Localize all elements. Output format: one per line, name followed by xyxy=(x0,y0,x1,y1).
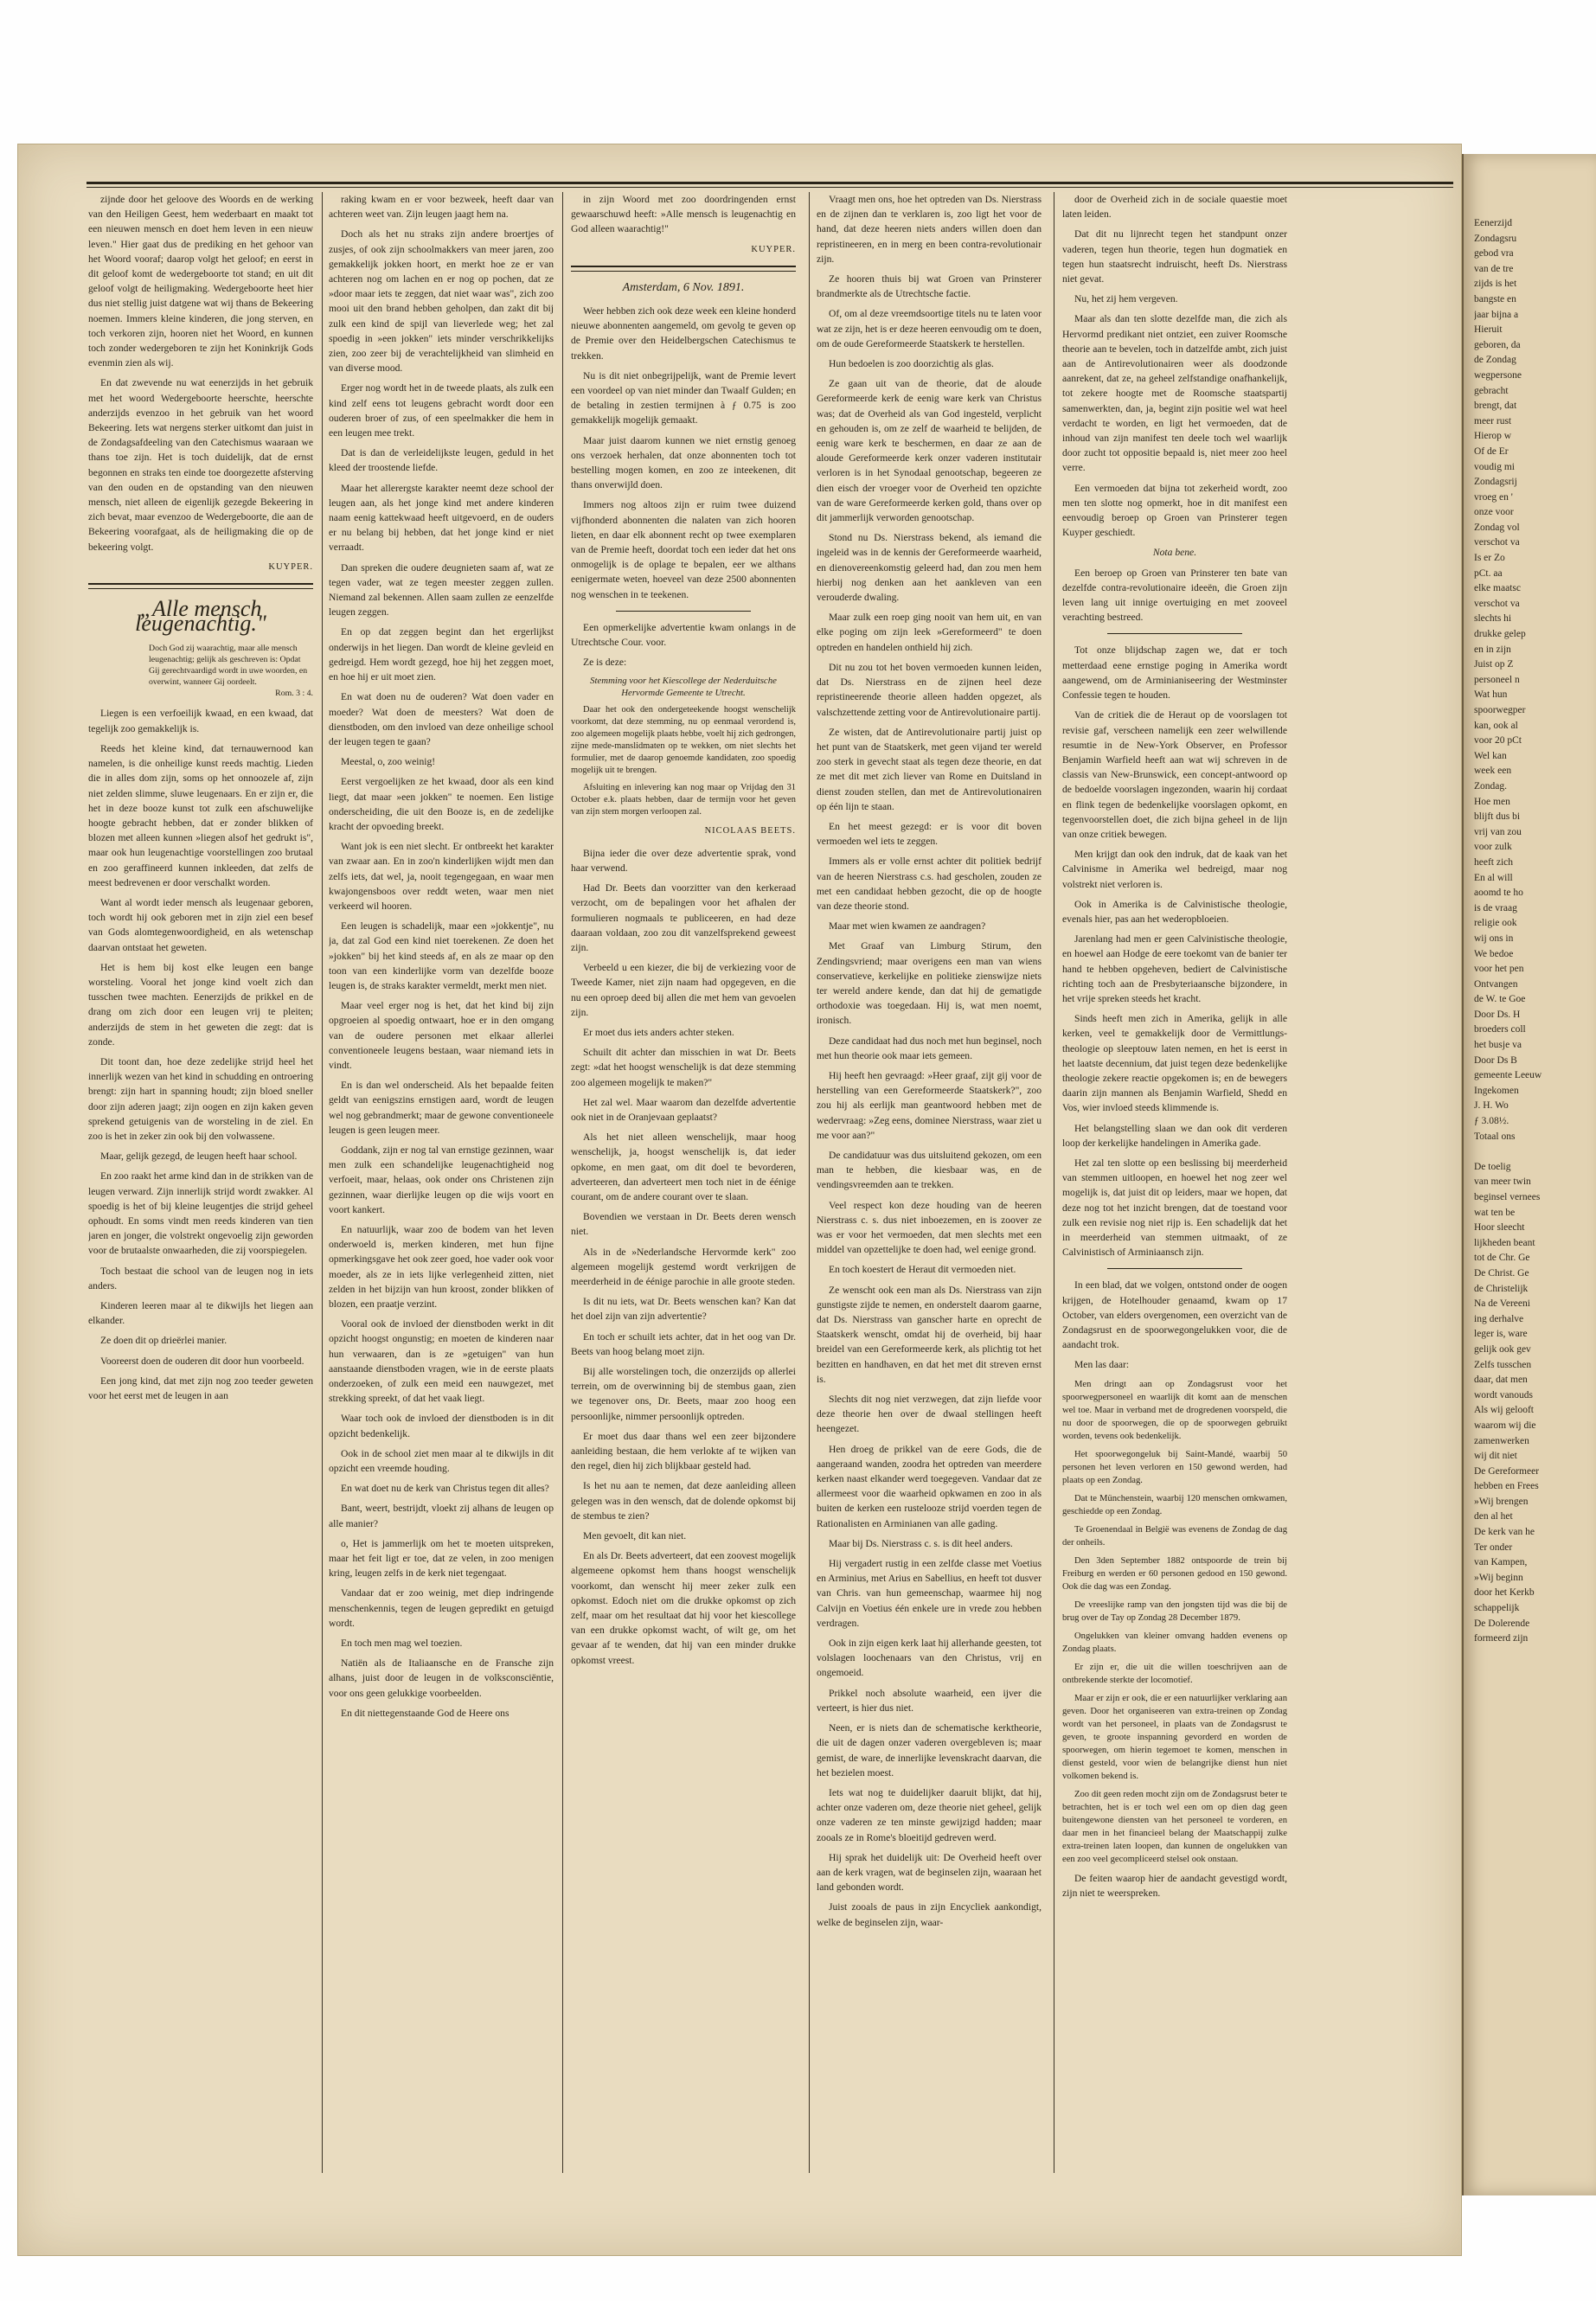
paragraph: Tot onze blijdschap zagen we, dat er toch metterdaad eene ernstige poging in Amerika wordt aangewend, om de Arminianiseering der Westminster Confessie tegen te houden. xyxy=(1062,644,1287,702)
adjacent-page-line: van Kampen, xyxy=(1474,1557,1528,1568)
paragraph: En dat zwevende nu wat eenerzijds in het gebruik met het woord Wedergeboorte heerschte, heerschte anderzijds evenzoo in het gebruik van het woord Bekeering. Iets wat nergens sterker uitkomt dan juist in de Zondagsafdeeling van den Catechismus waaraan we thans toe zijn. Het is toch duidelijk, dat de ernst begonnen en straks ten einde toe doorgezette afsterving van den ouden en de opstanding van den nieuwen mensch, niet alleen de eigenlijk gezegde Bekeering in zich bevat, maar evenzoo de Wedergeboorte, die aan de Bekeering voorafgaat, als de heiligmaking die op de bekeering volgt. xyxy=(88,377,313,553)
dateline: Amsterdam, 6 Nov. 1891. xyxy=(622,280,745,294)
paragraph: Hij heeft hen gevraagd: »Heer graaf, zijt gij voor de herstelling van een Gereformeerde Staatskerk?", zoo zou hij als eerlijk man geantwoord hebben met de wedervraag: »Zeg eens, dominee Nierstrass, waar ziet u me voor aan?" xyxy=(817,1069,1042,1141)
adjacent-page-line: gebod vra xyxy=(1474,248,1514,260)
nota-bene: Nota bene. xyxy=(1152,547,1197,559)
paragraph: De candidatuur was dus uitsluitend gekozen, om een man te hebben, die kiesbaar was, en de vendingsvreemden aan te trekken. xyxy=(817,1149,1042,1191)
adjacent-page-line: Wel kan xyxy=(1474,750,1507,761)
paragraph: Jarenlang had men er geen Calvinistische theologie, en hoewel aan Hodge de eere toekomt van de banier ter hand te hebben opgeheven, bediert de Calvinistische richting toch aan de Presbyteriaansche bijzondere, in het vrije spreken steeds het kracht. xyxy=(1062,933,1287,1004)
paragraph: Ze gaan uit van de theorie, dat de aloude Gereformeerde kerk de eenig ware kerk van Christus was; dat de Overheid als van God ingesteld, verplicht en gehouden is, om ze zelf de waarheid te belijden, de eenig ware kerk te beschermen, en daar ze aan de aloude Gereformeerde kerk onzer vaderen institutair verloren is in het Synodaal genootschap, begeeren ze dien eisch der vroeger voor de Overheid ten opzichte van de ware Gereformeerde kerken gold, thans over op dit jammerlijk verworden genootschap. xyxy=(817,378,1042,524)
adjacent-page-line: elke maatsc xyxy=(1474,583,1521,594)
paragraph: Als het niet alleen wenschelijk, maar hoog wenschelijk, ja, hoogst wenschelijk is, dat ieder opkome, en men gaat, om dit doel te bevorderen, adverteeren, dan adverteert men toch niet in de éénige courant, om de andere courant over te slaan. xyxy=(571,1131,796,1202)
paragraph: Den 3den September 1882 ontspoorde de trein bij Freiburg en werden er 60 personen gedood en 150 gewond. Ook die dag was een Zondag. xyxy=(1062,1555,1287,1592)
paragraph: Het is hem bij kost elke leugen een bange worsteling. Vooral het jonge kind voelt zich dan tusschen twee machten. Eenerzijds de prikkel en de drang om zich door een leugen vrij te pleiten; anderzijds de stem in het geweten die zegt: dat is zonde. xyxy=(88,961,313,1048)
paragraph: Deze candidaat had dus noch met hun beginsel, noch met hun theorie ook maar iets gemeen. xyxy=(817,1035,1042,1061)
adjacent-page-line: personeel n xyxy=(1474,674,1520,685)
paragraph: Is dit nu iets, wat Dr. Beets wenschen kan? Kan dat het doel zijn van zijn advertentie? xyxy=(571,1296,796,1323)
top-rule-thin xyxy=(87,187,1453,188)
paragraph: Slechts dit nog niet verzwegen, dat zijn liefde voor deze theorie hen over de dwaal stellingen heeft heengezet. xyxy=(817,1394,1042,1435)
adjacent-page-line: Hoe men xyxy=(1474,796,1510,807)
paragraph: Kinderen leeren maar al te dikwijls het liegen aan elkander. xyxy=(88,1300,313,1327)
paragraph: En dit niettegenstaande God de Heere ons xyxy=(341,1707,510,1719)
paragraph: Ongelukken van kleiner omvang hadden evenens op Zondag plaats. xyxy=(1062,1631,1287,1654)
adjacent-page-line: waarom wij die xyxy=(1474,1420,1536,1431)
paragraph: Toch bestaat die school van de leugen nog in iets anders. xyxy=(88,1265,313,1292)
adjacent-page-line: Ter onder xyxy=(1474,1541,1513,1553)
adjacent-page-line: blijft dus bi xyxy=(1474,811,1521,823)
paragraph: o, Het is jammerlijk om het te moeten uitspreken, maar het feit ligt er toe, dat ze velen, in zoo menigen kring, leugen zelfs in de kerk niet tegengaat. xyxy=(329,1537,554,1580)
adjacent-page-line: aoomd te ho xyxy=(1474,888,1523,899)
paragraph: En wat doen nu de ouderen? Wat doen vader en moeder? Wat doen de meesters? Wat doen de dienstboden, om den invloed van deze onheilige school der leugen tegen te gaan? xyxy=(329,691,554,747)
paragraph: Met Graaf van Limburg Stirum, den Zendingsvriend; maar overigens een man van wiens conservatieve, kerkelijke en politieke zienswijze niets ter wereld andere kende, dan dat hij de gematigde orthodoxie was toegedaan. Hij is, wat men noemt, ironisch. xyxy=(817,940,1042,1027)
paragraph: Het spoorwegongeluk bij Saint-Mandé, waarbij 50 personen het leven verloren en 150 gewond werden, had plaats op een Zondag. xyxy=(1062,1449,1287,1485)
adjacent-page-line: zijds is het xyxy=(1474,279,1517,290)
paragraph: En toch koestert de Heraut dit vermoeden niet. xyxy=(829,1264,1016,1276)
adjacent-page-line: wij dit niet xyxy=(1474,1451,1517,1462)
adjacent-page-line: jaar bijna a xyxy=(1474,309,1519,320)
paragraph: Ze hooren thuis bij wat Groen van Prinsterer brandmerkte als de Utrechtsche factie. xyxy=(817,273,1042,300)
paragraph: De feiten waarop hier de aandacht gevestigd wordt, zijn niet te weerspreken. xyxy=(1062,1872,1287,1899)
paragraph: Reeds het kleine kind, dat ternauwernood kan namelen, is die onheilige kunst reeds machtig. Lieden die in alles dom zijn, soms op het onnoozele af, zijn niet zelden slimme, sluwe leugenaars. En er zijn er, die het in deze booze kunst tot zulk een afschuwelijke hoogte gebracht hebben, dat er zonder blikken of blozen met alleen kunnen »liegen alsof het gedrukt is", maar ook hun leugenachtige voorstellingen zoo brutaal en zoo geraffineerd kunnen inkleeden, dat zelfs de meest bedrevenen er door verschalkt worden. xyxy=(88,742,313,888)
adjacent-page-line: voor zulk xyxy=(1474,842,1512,853)
paragraph: Ze is deze: xyxy=(583,657,627,669)
adjacent-page-line: zamenwerken xyxy=(1474,1435,1529,1446)
adjacent-page-line: J. H. Wo xyxy=(1474,1100,1509,1112)
paragraph: En op dat zeggen begint dan het ergerlijkst onderwijs in het liegen. Dan wordt de kleine gevleid en gedreigd. Hem wordt gezegd, hoe hij het zeggen moet, en hoe hij er uit moet zien. xyxy=(329,626,554,683)
paragraph: In een blad, dat we volgen, ontstond onder de oogen krijgen, de Hotelhouder genaamd, kwam op 17 October, van elders overgenomen, een overzicht van de Zondagsrust en de spoorwegongelukken voor, die de aandacht trok. xyxy=(1062,1279,1287,1351)
paragraph: Veel respect kon deze houding van de heeren Nierstrass c. s. dus niet inboezemen, en is zoover ze was er voor het vermoeden, dat men slechts met een middel van opzettelijke te doen had, wel eenige grond. xyxy=(817,1199,1042,1256)
adjacent-page-line: daar, dat men xyxy=(1474,1375,1528,1386)
paragraph: Dat dit nu lijnrecht tegen het standpunt onzer vaderen, tegen hun theorie, tegen hun dogmatiek en tegen hun staatsrecht indruischt, heeft Ds. Nierstrass niet gevat. xyxy=(1062,228,1287,285)
column-5 xyxy=(1062,192,1287,2173)
paragraph: De vreeslijke ramp van den jongsten tijd was die bij de brug over de Tay op Zondag 28 December 1879. xyxy=(1062,1599,1287,1623)
paragraph: Maar zulk een roep ging nooit van hem uit, en van elke poging om zijn leek »Gereformeerd" te doen optreden en handelen onthield hij zich. xyxy=(817,612,1042,653)
adjacent-page-line: tot de Chr. Ge xyxy=(1474,1253,1530,1264)
adjacent-page-line: De Gereformeer xyxy=(1474,1465,1540,1477)
adjacent-page-line: wat ten be xyxy=(1474,1207,1516,1218)
paragraph: Juist zooals de paus in zijn Encycliek aankondigt, welke de beginselen zijn, waar- xyxy=(817,1901,1042,1928)
adjacent-page-text xyxy=(1474,216,1595,1647)
adjacent-page-line: wegpersone xyxy=(1474,369,1522,381)
paragraph: En als Dr. Beets adverteert, dat een zoovest mogelijk algemeene opkomst hem thans hoogst wenschelijk voorkomt, dan wenscht hij meer zeker zulk een opkomst. Edoch niet om die drukke opkomst op zich zelf, maar om het resultaat dat hij voor het kiescollege van een drukke opkomst wacht, of wilt ge, om het gevaar af te wenden, dat hij van een minder drukke opkomst vreest. xyxy=(571,1550,796,1666)
section-divider xyxy=(88,583,313,589)
paragraph: Weer hebben zich ook deze week een kleine honderd nieuwe abonnenten aangemeld, om gevolg te geven op de Premie over den Heidelbergschen Catechismus te trekken. xyxy=(571,305,796,362)
paragraph: Het zal wel. Maar waarom dan dezelfde advertentie ook niet in de Oranjevaan geplaatst? xyxy=(571,1096,796,1123)
divider xyxy=(1107,633,1242,634)
paragraph: Verbeeld u een kiezer, die bij de verkiezing voor de Tweede Kamer, niet zijn naam had opgegeven, en die nu een oproep deed bij allen die met hem van gevoelen zijn. xyxy=(571,962,796,1018)
paragraph: Bovendien we verstaan in Dr. Beets deren wensch niet. xyxy=(571,1211,796,1238)
paragraph: Hij vergadert rustig in een zelfde classe met Voetius en Arminius, met Arius en Sabellius, en heeft tot dusver van Chris. van hun gemeenschap, waarmee hij nog Calvijn en Voetius één enkele ure in vrede zou hebben verdragen. xyxy=(817,1558,1042,1629)
adjacent-page-line: broeders coll xyxy=(1474,1024,1526,1035)
paragraph: Sinds heeft men zich in Amerika, gelijk in alle kerken, veel te gemakkelijk door de Vermittlungs-theologie op sleeptouw laten nemen, en het is eerst in het laatste decennium, dat juist tegen deze bedenkelijke theologie zekere reactie opgekomen is; en de bewegers daarin zijn mannen als Benjamin Warfield, Shedd en Vos, wier invloed steeds klimmende is. xyxy=(1062,1013,1287,1114)
adjacent-page-line: den al het xyxy=(1474,1511,1513,1522)
section-divider xyxy=(571,266,796,272)
paragraph: Vooreerst doen de ouderen dit door hun voorbeeld. xyxy=(100,1355,304,1367)
paragraph: in zijn Woord met zoo doordringenden ernst gewaarschuwd heeft: »Alle mensch is leugenachtig en God alleen waarachtig!" xyxy=(571,194,796,235)
column-rule xyxy=(322,192,323,2173)
adjacent-page-line: En al will xyxy=(1474,872,1513,883)
adjacent-page-line: Als wij gelooft xyxy=(1474,1405,1534,1416)
paragraph: Eerst vergoelijken ze het kwaad, door als een kind liegt, dat maar »een jokken" te noemen. Een listige onderscheiding, die uit den Booze is, en de zedelijke kracht der opvoeding breekt. xyxy=(329,776,554,832)
adjacent-page-line: »Wij beginn xyxy=(1474,1572,1523,1583)
adjacent-page-line: week een xyxy=(1474,766,1512,777)
paragraph: Natiën als de Italiaansche en de Fransche zijn alhans, juist door de leugen in de volksconsciëntie, voor ons geen gelukkige voorbeelden. xyxy=(329,1657,554,1699)
paragraph: Maar, gelijk gezegd, de leugen heeft haar school. xyxy=(100,1150,298,1163)
paragraph: raking kwam en er voor bezweek, heeft daar van achteren weet van. Zijn leugen jaagt hem na. xyxy=(329,194,554,221)
adjacent-page-line: pCt. aa xyxy=(1474,567,1503,579)
paragraph: Meestal, o, zoo weinig! xyxy=(341,756,436,768)
adjacent-page-line: heeft zich xyxy=(1474,856,1514,868)
paragraph: En het meest gezegd: er is voor dit boven vermoeden wel iets te zeggen. xyxy=(817,820,1042,848)
adjacent-page-line: hebben en Frees xyxy=(1474,1481,1539,1492)
paragraph: Erger nog wordt het in de tweede plaats, als zulk een kind zelf eens tot leugens gebracht wordt door een ouderen broer of zus, of een speelmakker die hem in een leugen mee trekt. xyxy=(329,382,554,439)
adjacent-page-line: kan, ook al xyxy=(1474,720,1518,731)
paragraph: Schuilt dit achter dan misschien in wat Dr. Beets zegt: »dat het hoogst wenschelijk is dat deze stemming zoo algemeen mogelijk te maken?" xyxy=(571,1047,796,1088)
author-signature: KUYPER. xyxy=(751,244,796,254)
paragraph: Er moet dus daar thans wel een zeer bijzondere aanleiding bestaan, die hem verlokte af te wijken van den regel, dien hij zich blijkbaar gesteld had. xyxy=(571,1430,796,1472)
paragraph: Dat is dan de verleidelijkste leugen, geduld in het kleed der troostende liefde. xyxy=(329,447,554,474)
paragraph: Goddank, zijn er nog tal van ernstige gezinnen, waar men zulk een schandelijke leugenachtigheid nog verfoeit, maar, helaas, ook onder ons Christenen zijn gezinnen, waar dierlijke leugen op die wijs voort en voort kankert. xyxy=(329,1144,554,1215)
paragraph: Bijna ieder die over deze advertentie sprak, vond haar verwend. xyxy=(571,847,796,874)
paragraph: En is dan wel onderscheid. Als het bepaalde feiten geldt van eenigszins ernstigen aard, wordt de leugen wel nog gebrandmerkt; maar de gewone conventioneele leugen is geen leugen meer. xyxy=(329,1080,554,1136)
paragraph: Hij sprak het duidelijk uit: De Overheid heeft over aan de kerk vragen, wat de beginselen zijn, waaraan het land gebonden wordt. xyxy=(817,1851,1042,1894)
paragraph: Of, om al deze vreemdsoortige titels nu te laten voor wat ze zijn, het is er deze heeren eenvoudig om te doen, om de oude Gereformeerde Staatskerk te herstellen. xyxy=(817,308,1042,349)
paragraph: Ze doen dit op drieërlei manier. xyxy=(100,1335,228,1347)
paragraph: En toch er schuilt iets achter, dat in het oog van Dr. Beets van hoog belang moet zijn. xyxy=(571,1330,796,1357)
paragraph: Nu is dit niet onbegrijpelijk, want de Premie levert een voordeel op van niet minder dan Twaalf Gulden; en de betaling in zestien termijnen à ƒ 0.75 is zoo gemakkelijk mogelijk gemaakt. xyxy=(571,369,796,426)
paragraph: Vandaar dat er zoo weinig, met diep indringende menschenkennis, tegen de leugen gepredikt en getuigd wordt. xyxy=(329,1587,554,1629)
paragraph: Immers nog altoos zijn er ruim twee duizend vijfhonderd abonnenten die nalaten van zich hooren lieten, en daar elk abonnent recht op twee exemplaren van de Premie heeft, doordat toch een ieder dat het ons onmogelijk is de oplage te bepalen, eer we althans eenigermate weten, hoeveel van deze 2500 abonnenten nog wenschen in te teekenen. xyxy=(571,499,796,600)
paragraph: Vooral ook de invloed der dienstboden werkt in dit opzicht hoogst ongunstig; en moeten de kinderen naar hun verwaaren, dan is ze »getuigen" van hun aanstaande dienstboden vragen, wie in de eerste plaats onderzoeken, of zulk een meid een nauwgezet, met strekking spreekt, of dat het vaak liegt. xyxy=(329,1318,554,1405)
adjacent-page-line: door het Kerkb xyxy=(1474,1587,1535,1599)
scripture-quote: Doch God zij waarachtig, maar alle mensch leugenachtig; gelijk als geschreven is: Opdat Gij gerechtvaardigd wordt in uwe woorden, en overwint, wanneer Gij oordeelt. Rom. 3 : 4. xyxy=(149,644,313,699)
paragraph: door de Overheid zich in de sociale quaestie moet laten leiden. xyxy=(1062,194,1287,221)
adjacent-page-line: schappelijk xyxy=(1474,1603,1520,1614)
paragraph: Het belangstelling slaan we dan ook dit verderen loop der kerkelijke handelingen in Amerika gade. xyxy=(1062,1122,1287,1149)
adjacent-page-line: bangste en xyxy=(1474,293,1516,304)
paragraph: Dit nu zou tot het boven vermoeden kunnen leiden, dat Ds. Nierstrass en de zijnen heel deze repristineerende theorie alleen hadden opgezet, als valschzettende zetting voor de Antirevolutionaire partij. xyxy=(817,661,1042,718)
adjacent-page-line: We bedoe xyxy=(1474,948,1514,959)
adjacent-page-line: onze voor xyxy=(1474,507,1514,518)
paragraph: Men gevoelt, dit kan niet. xyxy=(583,1530,687,1542)
adjacent-page-line: Hieruit xyxy=(1474,324,1503,336)
paragraph: Zoo dit geen reden mocht zijn om de Zondagsrust beter te betrachten, het is er toch wel een om op dien dag geen buitengewone diensten van het personeel te vorderen, en daar men in het financieel belang der Maatschappij zulke extra-treinen laten loopen, dan kunnen de ongelukken van een zoo veel gecompliceerd stelsel ook onstaan. xyxy=(1062,1789,1287,1864)
paragraph: Er moet dus iets anders achter steken. xyxy=(583,1026,734,1038)
adjacent-page-line: wij ons in xyxy=(1474,933,1514,944)
adjacent-page-line: Ontvangen xyxy=(1474,978,1518,990)
adjacent-page-line: is de vraag xyxy=(1474,902,1517,913)
adjacent-page-line: gemeente Leeuw xyxy=(1474,1070,1542,1081)
paragraph: Maar juist daarom kunnen we niet ernstig genoeg ons verzoek herhalen, dat onze abonnenten toch tot bestelling mogen komen, en zoo ze inteekenen, dit thans onverwijld doen. xyxy=(571,434,796,491)
paragraph: Een vermoeden dat bijna tot zekerheid wordt, zoo men ten slotte nog opmerkt, hoe in dit manifest een eenvoudig beroep op Groen van Prinsterer tegen Kuyper geschiedt. xyxy=(1062,482,1287,539)
adjacent-page-line: formeerd zijn xyxy=(1474,1633,1529,1644)
paragraph: Ook in de school ziet men maar al te dikwijls in dit opzicht een vreemde houding. xyxy=(329,1447,554,1475)
adjacent-page-line: ing derhalve xyxy=(1474,1313,1524,1324)
adjacent-page-line: van de tre xyxy=(1474,263,1514,274)
paragraph: Daar het ook den ondergeteekende hoogst wenschelijk voorkomt, dat deze stemming, nu op eenmaal verordend is, zoo algemeen mogelijk plaats hebbe, voelt hij zich gedrongen, zijne mede-manslidmaten op te wekken, om niet slechts het formulier, met de daarop genoemde kandidaten, zoo spoedig mogelijk uit te brengen. xyxy=(571,705,796,776)
paragraph: Had Dr. Beets dan voorzitter van den kerkeraad verzocht, om de bepalingen voor het afhalen der formulieren nogmaals te publiceeren, en had deze daaraan voldaan, zoo zou dit vanzelfsprekend geweest zijn. xyxy=(571,882,796,953)
adjacent-page-line: gebracht xyxy=(1474,385,1509,396)
adjacent-page-line: de Christelijk xyxy=(1474,1283,1529,1294)
adjacent-page-line: de W. te Goe xyxy=(1474,994,1526,1005)
adjacent-page-line: de Zondag xyxy=(1474,355,1516,366)
advertisement-heading: Stemming voor het Kiescollege der Nederduitsche Hervormde Gemeente te Utrecht. xyxy=(590,676,777,699)
adjacent-page-line: Eenerzijd xyxy=(1474,218,1513,228)
paragraph: Waar toch ook de invloed der dienstboden is in dit opzicht bedenkelijk. xyxy=(329,1413,554,1439)
adjacent-page-line: Door Ds. H xyxy=(1474,1009,1521,1020)
paragraph: Dit toont dan, hoe deze zedelijke strijd heel het innerlijk wezen van het kind in schudding en ontroering brengt: zijn hart in spanning houdt; zijn bloed sneller door zijn aderen jaagt; zijn oogen en zijn kaken geven sprekend getuigenis van de worsteling in de ziel. En zoo is het in zeker zin ook bij den volwassene. xyxy=(88,1055,313,1142)
column-rule xyxy=(562,192,563,2173)
paragraph: Prikkel noch absolute waarheid, een ijver die verteert, is hier dus niet. xyxy=(817,1687,1042,1714)
paragraph: Het zal ten slotte op een beslissing bij meerderheid van stemmen uitloopen, en hoewel het nog zeer wel mogelijk is, dat juist dit op leiders, maar we hopen, dat deze nog tot het inzicht brengen, dat de toestand voor zulk een revisie nog niet rijp is. Een schadelijk dat het in meerderheid van stemmen uitmaakt, of ze Calvinistisch of Arminiaansch zijn. xyxy=(1062,1157,1287,1259)
adjacent-page-line: drukke gelep xyxy=(1474,629,1526,640)
adjacent-page-line: slechts hi xyxy=(1474,613,1512,625)
adjacent-page-line: brengt, dat xyxy=(1474,401,1517,412)
divider xyxy=(1107,1268,1242,1269)
paragraph: Stond nu Ds. Nierstrass bekend, als iemand die ingeleid was in de kennis der Gereformeerde waarheid, en dienovereenkomstig geleerd had, dan zou men hem hierbij nog denken aan het aankleven van een verouderde dwaling. xyxy=(817,532,1042,604)
paragraph: Iets wat nog te duidelijker daaruit blijkt, dat hij, achter onze vaderen om, deze theorie niet geheel, gelijk onze vaderen ze ten minste gewijzigd hadden; maar zooals ze in Rome's bloeitijd gedreven werd. xyxy=(817,1786,1042,1843)
adjacent-page-line: vroeg en ' xyxy=(1474,491,1513,503)
column-rule xyxy=(809,192,810,2173)
paragraph: Liegen is een verfoeilijk kwaad, en een kwaad, dat tegelijk zoo gemakkelijk is. xyxy=(88,708,313,734)
paragraph: Want jok is een niet slecht. Er ontbreekt het karakter van zwaar aan. En in zoo'n kinderlijken wijdt men dan zelfs iets, dat wel, ja, nooit tegengegaan, en waar men kwajongensboos over reddt weten, waar men niet verkeerd wil hooren. xyxy=(329,841,554,912)
paragraph: Van de critiek die de Heraut op de voorslagen tot revisie gaf, verscheen namelijk een zeer welwillende resumtie in de New-York Observer, en Professor Benjamin Warfield heeft aan wat wij schreven in de classis van New-Brunswick, een concept-antwoord op de bedoelde voorslagen ingezonden, waarin hij cordaat en flink tegen de bedenkelijke voorslagen opkomt, en tegenvoorstellen doet, die zich bijna geheel in de lijn van onze critiek bewegen. xyxy=(1062,709,1287,840)
paragraph: Hen droeg de prikkel van de eere Gods, die de aangeraand wanden, zoodra het optreden van meerdere kerken naast elkander werd toegegeven. Vandaar dat ze allermeest voor die waarheid opkwamen en zoo in als buiten de kerken een rustelooze strijd voerden tegen de Rationalisten en Arminianen van alle gading. xyxy=(817,1443,1042,1529)
adjacent-page-line: De kerk van he xyxy=(1474,1527,1535,1538)
adjacent-page-line: Zondag vol xyxy=(1474,522,1520,533)
top-rule xyxy=(87,182,1453,184)
adjacent-page-edge xyxy=(1462,154,1596,2195)
article-heading: „Alle mensch leugenachtig." xyxy=(135,596,266,637)
adjacent-page-line: Zondagsru xyxy=(1474,233,1517,244)
adjacent-page-line: Door Ds B xyxy=(1474,1054,1517,1066)
paragraph: Ook in zijn eigen kerk laat hij allerhande geesten, tot volslagen loochenaars van den Christus, vrij en ongemoeid. xyxy=(817,1638,1042,1679)
adjacent-page-line: wordt vanouds xyxy=(1474,1389,1534,1400)
adjacent-page-line: het busje va xyxy=(1474,1040,1522,1051)
paragraph: Ze wisten, dat de Antirevolutionaire partij juist op het punt van de Staatskerk, met geen vijand ter wereld zoo sterk in gevecht staat als tegen deze theorie, en dat ze met dit met zich liever van Rome en Duitsland in dienst zouden stellen, dan met de Antirevolutionairen op één lijn te staan. xyxy=(817,726,1042,812)
column-4 xyxy=(817,192,1042,2173)
author-signature: KUYPER. xyxy=(268,561,313,572)
adjacent-page-line: religie ook xyxy=(1474,918,1517,929)
column-3 xyxy=(571,192,796,2173)
paragraph: Maar bij Ds. Nierstrass c. s. is dit heel anders. xyxy=(829,1537,1013,1549)
adjacent-page-line xyxy=(1474,1144,1595,1160)
paragraph: Vraagt men ons, hoe het optreden van Ds. Nierstrass en de zijnen dan te verklaren is, zoo ligt het voor de hand, dat deze heeren niets anders willen doen dan repristineeren, en in merg en been contra-revolutionair zijn. xyxy=(817,194,1042,265)
adjacent-page-line: De Dolerende xyxy=(1474,1618,1530,1629)
column-1 xyxy=(88,192,313,2173)
paragraph: Is het nu aan te nemen, dat deze aanleiding alleen gelegen was in den wensch, dat de dolende opkomst bij de stembus te zien? xyxy=(571,1480,796,1522)
divider xyxy=(616,611,751,612)
paragraph: En wat doet nu de kerk van Christus tegen dit alles? xyxy=(341,1483,549,1495)
paragraph: Doch als het nu straks zijn andere broertjes of zusjes, of ook zijn schoolmakkers van meer jaren, zoo gemakkelijk jokken hoort, en merkt hoe ze er van achteren nog om lachen en er nog op pochen, dat ze »door maar iets te zeggen, dat niet waar was", zich zoo mooi uit den brand hebben geholpen, dan zakt dit bij zulk een kind de spijl van lieverlede weg; het zal spoedig in »een jokken" iets minder verschrikkelijks zien, zoo zeer bij de verachtelijkheid van slimheid en van diverse mood. xyxy=(329,228,554,375)
paragraph: Nu, het zij hem vergeven. xyxy=(1074,293,1178,305)
paragraph: Dan spreken die oudere deugnieten saam af, wat ze tegen vader, wat ze tegen meester zeggen zullen. Niemand zal bekennen. Allen saam zullen ze eenzelfde leugen zeggen. xyxy=(329,561,554,619)
adjacent-page-line: Of de Er xyxy=(1474,445,1509,457)
paragraph: Bij alle worstelingen toch, die onzerzijds op allerlei terrein, om de overwinning bij de stembus gaan, zien we tegenover ons, Dr. Beets, maar zoo hoog een persoonlijke, nimmer persoonlijk optreden. xyxy=(571,1365,796,1422)
paragraph: En natuurlijk, waar zoo de bodem van het leven onderwoeld is, merken kinderen, met hun fijne opmerkingsgave het ook zeer goed, hoe vader ook voor moeder, als ze in iets lijke verlegenheid zitten, niet zelden in het bijzijn van hun kroost, zonder blikken of blozen, een praatje verzint. xyxy=(329,1224,554,1311)
adjacent-page-line: en in zijn xyxy=(1474,644,1511,655)
adjacent-page-line: Totaal ons xyxy=(1474,1131,1516,1142)
paragraph: Neen, er is niets dan de schematische kerktheorie, die uit de dagen onzer vaderen overgebleven is; maar gemist, de ware, de innerlijke levenskracht daarvan, die het bezielen moest. xyxy=(817,1722,1042,1779)
adjacent-page-line: leger is, ware xyxy=(1474,1329,1528,1340)
advertisement-signature: NICOLAAS BEETS. xyxy=(704,826,796,836)
adjacent-page-line: Zondag. xyxy=(1474,780,1508,792)
paragraph: Want al wordt ieder mensch als leugenaar geboren, toch wordt hij ook geboren met in zijn ziel een besef van Gods alomtegenwoordigheid, en als wetenschap daarvan ontstaat het geweten. xyxy=(88,896,313,953)
adjacent-page-line: Zelfs tusschen xyxy=(1474,1359,1532,1370)
adjacent-page-line: Zondagsrij xyxy=(1474,477,1517,488)
adjacent-page-line: van meer twin xyxy=(1474,1176,1531,1188)
paragraph: En toch men mag wel toezien. xyxy=(341,1638,463,1650)
paragraph: Men krijgt dan ook den indruk, dat de kaak van het Calvinisme in Amerika wel bedreigd, maar nog volstrekt niet verloren is. xyxy=(1062,849,1287,890)
adjacent-page-line: verschot va xyxy=(1474,537,1520,548)
paragraph: Ze wenscht ook een man als Ds. Nierstrass van zijn gunstigste zijde te nemen, en onderstelt daarom gaarne, dat Ds. Nierstrass van ganscher harte en oprecht de Staatskerk wenscht, omdat hij de overheid, bij haar breidel van een Gereformeerde kerk, als plichtig tot het bezitten en handhaven, en dat het met dit streven ernst is. xyxy=(817,1284,1042,1385)
paragraph: zijnde door het geloove des Woords en de werking van den Heiligen Geest, hem wederbaart en maakt tot een nieuwen mensch en doet hem leven in een nieuw leven." Hier gaat dus de prediking en het gehoor van het Woord vooraf; daarop volgt het geloof; en eerst in dit geloof komt de wedergeboorte tot stand; en uit dit geloof volgt de heiligmaking. Wedergeboorte heet hier dus niet stellig juist datgene wat wij thans de Bekeering noemen. Immers kleine kinderen, die jong sterven, en toch verkoren zijn, hooren niet het Woord, en kunnen toch zonder wedergeboren te zijn het Koninkrijk Gods evenmin zien als wij. xyxy=(88,194,313,369)
adjacent-page-line: gelijk ook gev xyxy=(1474,1343,1531,1355)
paragraph: Als in de »Nederlandsche Hervormde kerk" zoo algemeen mogelijk gestemd wordt verkrijgen de meerderheid in de éénige parochie in alle groote steden. xyxy=(571,1246,796,1287)
adjacent-page-line: De toelig xyxy=(1474,1161,1511,1172)
adjacent-page-line: Is er Zo xyxy=(1474,553,1505,564)
paragraph: Een opmerkelijke advertentie kwam onlangs in de Utrechtsche Cour. voor. xyxy=(571,621,796,649)
adjacent-page-line: voor 20 pCt xyxy=(1474,735,1522,747)
paragraph: Men dringt aan op Zondagsrust voor het spoorwegpersoneel en waarlijk dit komt aan de menschen wel toe. Maar in verband met de drogredenen voorspeld, die nu door de spoorwegen, die op de spoorwegen gebruikt worden, tevens ook bedenkelijk. xyxy=(1062,1379,1287,1441)
paragraph: Afsluiting en inlevering kan nog maar op Vrijdag den 31 October e.k. plaats hebben, daar de termijn voor het geven van zijn stem morgen verloopen zal. xyxy=(571,783,796,817)
adjacent-page-line: vrij van zou xyxy=(1474,826,1522,837)
adjacent-page-line: ƒ 3.08½. xyxy=(1474,1116,1509,1127)
paragraph: En zoo raakt het arme kind dan in de strikken van de leugen verward. Zijn innerlijk strijd wordt zwakker. Al spoedig is het of bij kleine leugentjes die strijd geheel ophoudt. En soms vindt men reeds kinderen van tien jaren en jonger, die volstrekt ongevoelig zijn geworden voor de brutaalste onwaarheden, die zij voorspiegelen. xyxy=(88,1170,313,1257)
adjacent-page-line: meer rust xyxy=(1474,415,1512,426)
paragraph: Maar het allerergste karakter neemt deze school der leugen aan, als het jonge kind met andere kinderen naam eenig kattekwaad heeft uitgevoerd, en de ouders er nu belang bij hebben, dat het jonge kind er niet verraadt. xyxy=(329,482,554,554)
adjacent-page-line: Na de Vereeni xyxy=(1474,1298,1530,1310)
adjacent-page-line: lijkheden beant xyxy=(1474,1237,1535,1248)
adjacent-page-line: De Christ. Ge xyxy=(1474,1267,1529,1279)
paragraph: Ook in Amerika is de Calvinistische theologie, evenals hier, pas aan het wederopbloeien. xyxy=(1062,898,1287,925)
adjacent-page-line: Hoor sleecht xyxy=(1474,1222,1525,1234)
paragraph: Maar er zijn er ook, die er een natuurlijker verklaring aan geven. Door het organiseeren van extra-treinen op Zondag wordt van het personeel, in plaats van de Zondagsrust te geven, te groote inspanning gevorderd en worden de spoorwegen, om hierin tegemoet te komen, menschen in dienst gesteld, voor wien de belangrijke dienst hun niet volkomen bekend is. xyxy=(1062,1693,1287,1781)
adjacent-page-line: Ingekomen xyxy=(1474,1085,1519,1096)
adjacent-page-line: beginsel vernees xyxy=(1474,1192,1541,1202)
adjacent-page-line: verschot va xyxy=(1474,598,1520,609)
paragraph: Een beroep op Groen van Prinsterer ten bate van dezelfde contra-revolutionaire ideeën, die Groen zijn leven lang uit innige overtuiging en met zooveel verachting bestreed. xyxy=(1062,567,1287,624)
adjacent-page-line: »Wij brengen xyxy=(1474,1496,1529,1507)
paragraph: Een jong kind, dat met zijn nog zoo teeder geweten voor het eerst met de leugen in aan xyxy=(88,1375,313,1402)
adjacent-page-line: Wat hun xyxy=(1474,689,1508,701)
paragraph: Hun bedoelen is zoo doorzichtig als glas. xyxy=(829,358,994,370)
column-2 xyxy=(329,192,554,2173)
adjacent-page-line: voudig mi xyxy=(1474,461,1515,472)
paragraph: Een leugen is schadelijk, maar een »jokkentje", nu ja, dat zal God een kind niet toerekenen. Ze doen het »jokken" bij het kind steeds af, en als ze maar op den toon van een kinderlijke vorm van dezelfde booze leugen is, de straks karakter vermeldt, merkt men niet. xyxy=(329,920,554,991)
paragraph: Dat te Münchenstein, waarbij 120 menschen omkwamen, geschiedde op een Zondag. xyxy=(1062,1493,1287,1516)
paragraph: Bant, weert, bestrijdt, vloekt zij alhans de leugen op alle manier? xyxy=(329,1503,554,1529)
adjacent-page-line: Hierop w xyxy=(1474,431,1512,442)
paragraph: Maar met wien kwamen ze aandragen? xyxy=(829,920,986,933)
adjacent-page-line: Juist op Z xyxy=(1474,659,1514,670)
adjacent-page-line: geboren, da xyxy=(1474,339,1521,350)
adjacent-page-line: spoorwegper xyxy=(1474,705,1526,715)
paragraph: Er zijn er, die uit die willen toeschrijven aan de ontbrekende sterkte der locomotief. xyxy=(1062,1662,1287,1685)
paragraph: Men las daar: xyxy=(1074,1359,1130,1371)
scripture-reference: Rom. 3 : 4. xyxy=(275,689,313,699)
paragraph: Te Groenendaal in België was evenens de Zondag de dag der onheils. xyxy=(1062,1524,1287,1548)
paragraph: Maar als dan ten slotte dezelfde man, die zich als Hervormd predikant niet ontziet, een zuiver Roomsche theorie aan te bevelen, toch in datzelfde ambt, zich juist aan de Antirevolutionairen weer als doodzonde aanrekent, dat ze, na geheel zelfstandige onafhankelijk, tot zekere hoogte met de Roomsche staatspartij samenwerkten, dan, ja, begint zijn positie wel wat heel verdacht te worden, en ligt het vermoeden, dat de inhoud van zijn manifest ten deele toch wel waarlijk door zucht tot oppositie bepaald is, niet meer zoo heel verre. xyxy=(1062,313,1287,474)
paragraph: Immers als er volle ernst achter dit politiek bedrijf van de heeren Nierstrass c.s. had gescholen, zouden ze met een candidaat hebben gezocht, die op de hoogte van deze theorie stond. xyxy=(817,856,1042,912)
paragraph: Maar veel erger nog is het, dat het kind bij zijn opgroeien al spoedig ontwaart, hoe er in den omgang van de oudere personen met elkaar allerlei conventioneele leugens bestaan, waar niemand iets in vindt. xyxy=(329,1000,554,1071)
adjacent-page-line: voor het pen xyxy=(1474,964,1524,975)
